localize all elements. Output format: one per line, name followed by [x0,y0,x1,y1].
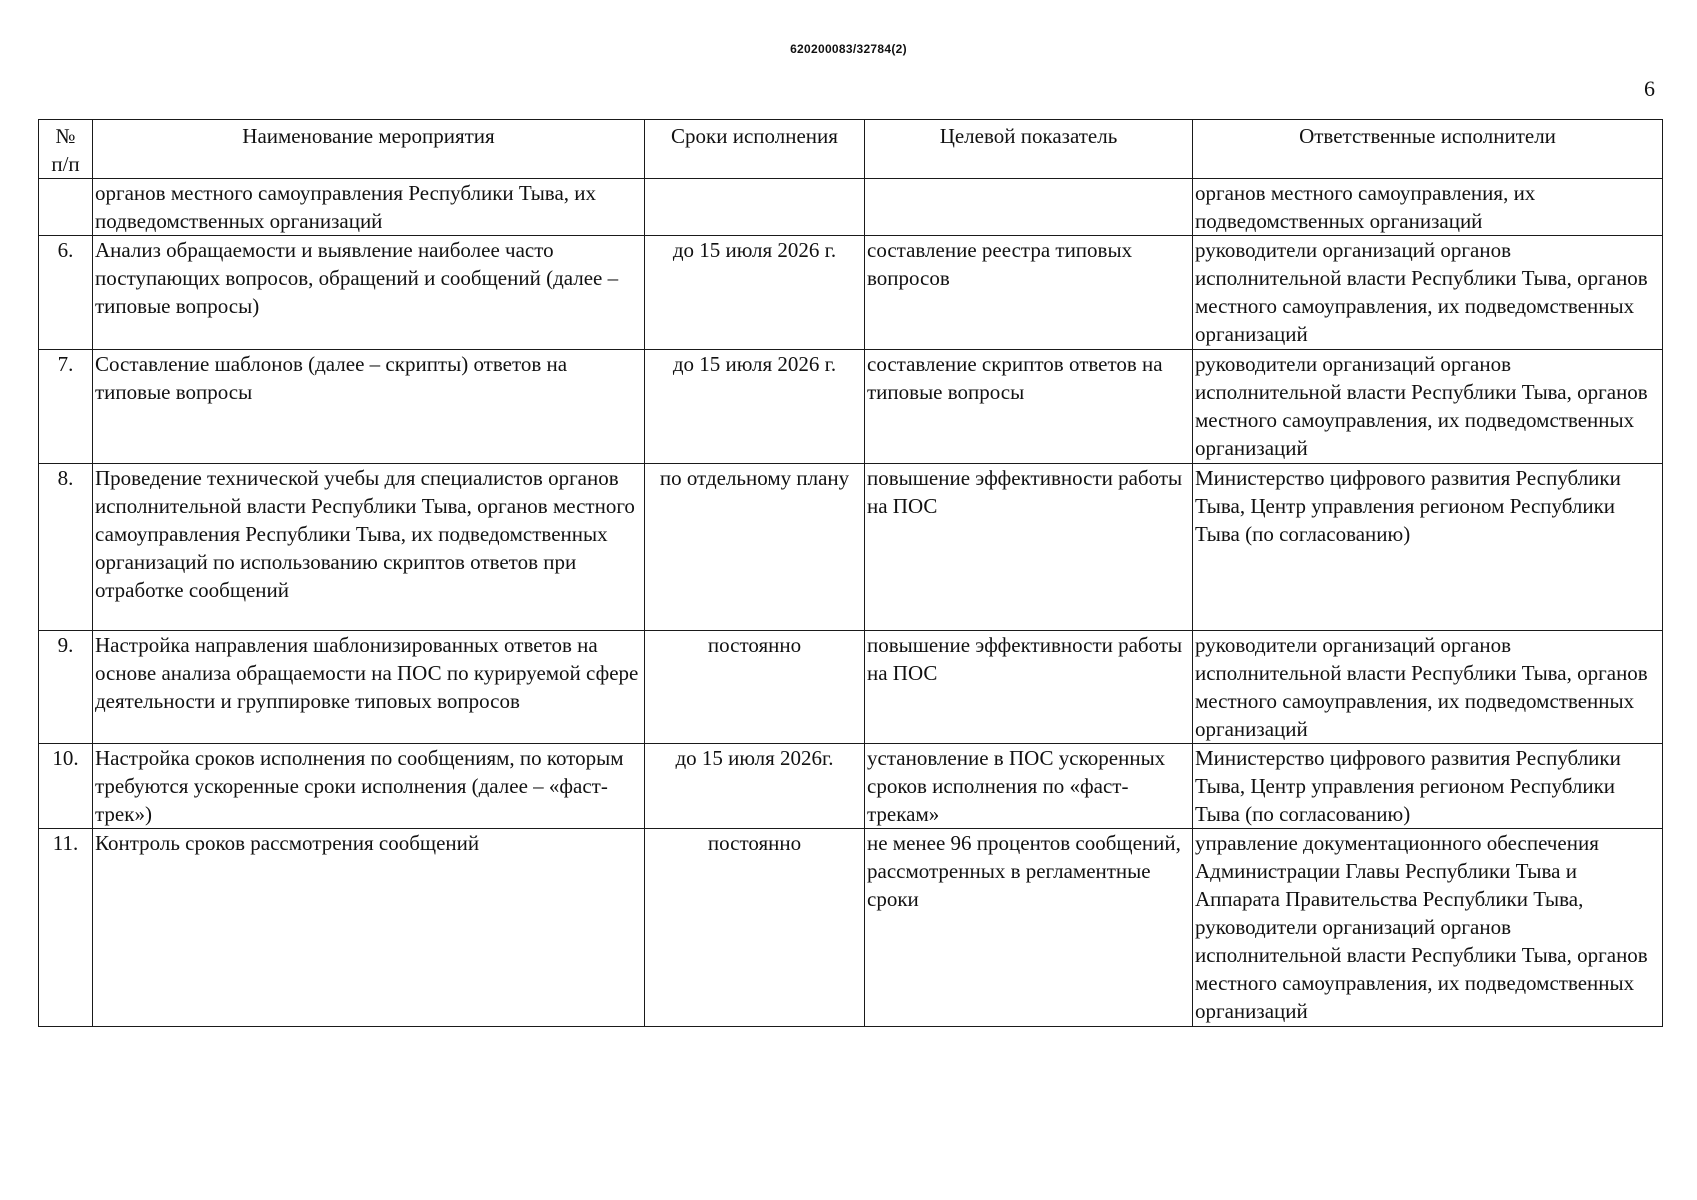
row-num [39,179,93,236]
table-header-row [39,120,1663,179]
table-row [39,829,1663,1027]
row-name: Составление шаблонов (далее – скрипты) ответов на типовые вопросы [93,350,645,464]
row-num: 11. [39,829,93,1027]
row-responsible: Министерство цифрового развития Республики Тыва, Центр управления регионом Республики Тыва (по согласованию) [1193,744,1663,829]
row-indicator: составление реестра типовых вопросов [865,236,1193,350]
row-deadline [645,179,865,236]
table-row [39,464,1663,631]
row-responsible: Министерство цифрового развития Республики Тыва, Центр управления регионом Республики Тыва (по согласованию) [1193,464,1663,631]
row-name: Настройка направления шаблонизированных ответов на основе анализа обращаемости на ПОС по курируемой сфере деятельности и группировке типовых вопросов [93,631,645,744]
row-deadline: до 15 июля 2026 г. [645,236,865,350]
table-row [39,236,1663,350]
row-indicator [865,179,1193,236]
row-deadline: по отдельному плану [645,464,865,631]
row-name: Проведение технической учебы для специалистов органов исполнительной власти Республики Тыва, органов местного самоуправления Республики Тыва, их подведомственных организаций по использованию скриптов ответов при отработке сообщений [93,464,645,631]
table-row [39,744,1663,829]
table-row [39,350,1663,464]
header-num [39,120,93,179]
header-responsible: Ответственные исполнители [1193,120,1663,179]
header-indicator: Целевой показатель [865,120,1193,179]
header-name: Наименование мероприятия [93,120,645,179]
row-responsible: органов местного самоуправления, их подведомственных организаций [1193,179,1663,236]
row-deadline: до 15 июля 2026 г. [645,350,865,464]
row-indicator: повышение эффективности работы на ПОС [865,464,1193,631]
row-responsible: управление документационного обеспечения Администрации Главы Республики Тыва и Аппарата Правительства Республики Тыва, руководители организаций органов исполнительной власти Республики Тыва, органов местного самоуправления, их подведомственных организаций [1193,829,1663,1027]
row-indicator: составление скриптов ответов на типовые вопросы [865,350,1193,464]
document-id: 620200083/32784(2) [790,42,907,56]
row-name: Настройка сроков исполнения по сообщениям, по которым требуются ускоренные сроки исполнения (далее – «фаст-трек») [93,744,645,829]
row-responsible: руководители организаций органов исполнительной власти Республики Тыва, органов местного самоуправления, их подведомственных организаций [1193,236,1663,350]
row-indicator: установление в ПОС ускоренных сроков исполнения по «фаст-трекам» [865,744,1193,829]
row-deadline: постоянно [645,631,865,744]
row-deadline: до 15 июля 2026г. [645,744,865,829]
table-row [39,179,1663,236]
row-num: 10. [39,744,93,829]
row-deadline: постоянно [645,829,865,1027]
action-plan-table [38,119,1663,1027]
header-deadline: Сроки исполнения [645,120,865,179]
header-num-line2: п/п [51,152,80,176]
row-indicator: не менее 96 процентов сообщений, рассмотренных в регламентные сроки [865,829,1193,1027]
row-num: 7. [39,350,93,464]
row-responsible: руководители организаций органов исполнительной власти Республики Тыва, органов местного самоуправления, их подведомственных организаций [1193,350,1663,464]
row-name: Контроль сроков рассмотрения сообщений [93,829,645,1027]
row-name: органов местного самоуправления Республики Тыва, их подведомственных организаций [93,179,645,236]
header-num-line1: № [55,124,76,148]
row-num: 6. [39,236,93,350]
row-responsible: руководители организаций органов исполнительной власти Республики Тыва, органов местного самоуправления, их подведомственных организаций [1193,631,1663,744]
row-num: 8. [39,464,93,631]
row-name: Анализ обращаемости и выявление наиболее часто поступающих вопросов, обращений и сообщений (далее – типовые вопросы) [93,236,645,350]
row-num: 9. [39,631,93,744]
table-row [39,631,1663,744]
page-number: 6 [1644,76,1655,101]
row-indicator: повышение эффективности работы на ПОС [865,631,1193,744]
